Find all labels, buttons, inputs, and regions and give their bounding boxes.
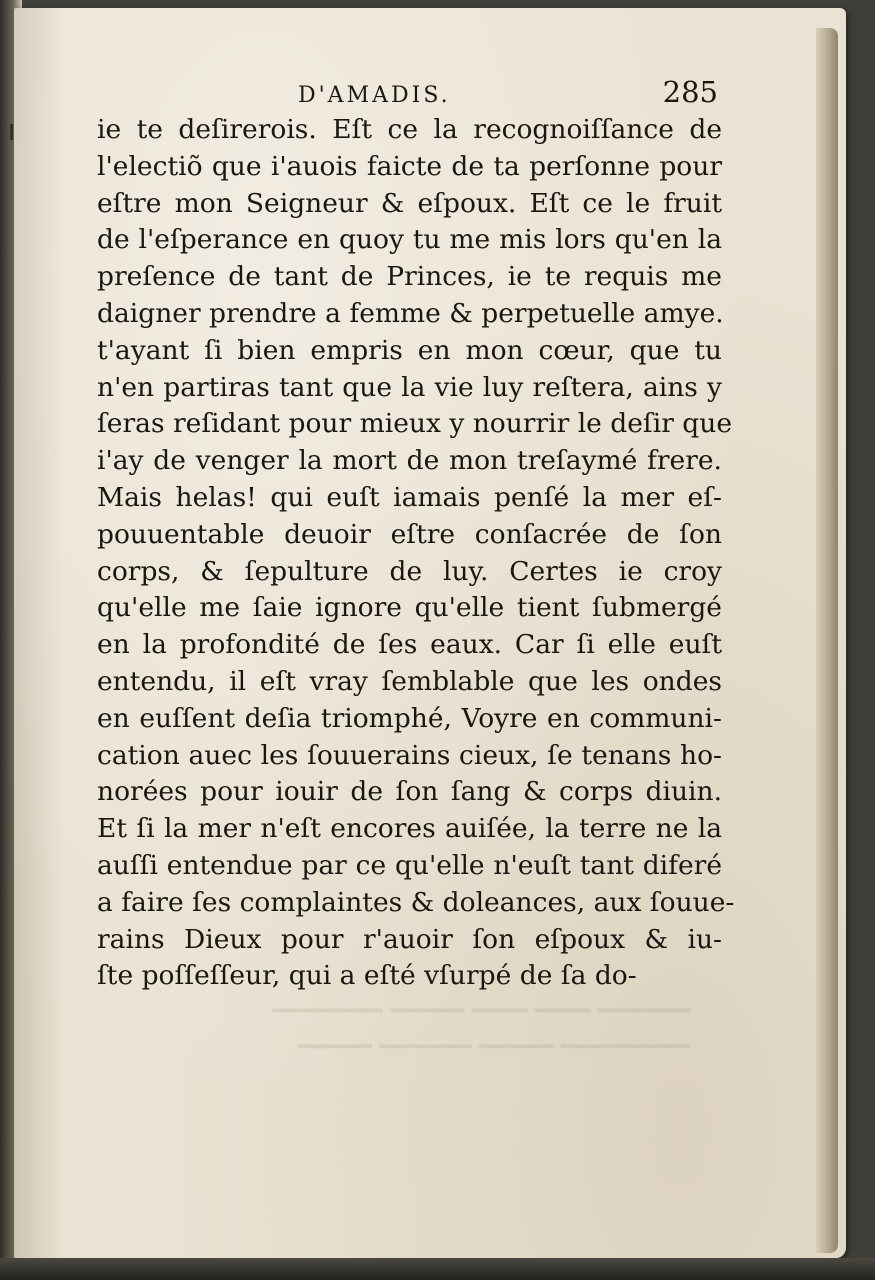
scanner-bottom-edge bbox=[0, 1258, 875, 1280]
text-line: corps, & ſepulture de luy. Certes ie croy bbox=[97, 555, 722, 587]
text-line: auſſi entendue par ce qu'elle n'euſt tant diferé bbox=[97, 849, 722, 881]
text-line: i'ay de venger la mort de mon treſaymé frere. bbox=[97, 445, 722, 477]
text-line: l'electiõ que i'auois faicte de ta perſonne pour bbox=[97, 150, 722, 182]
page-number: 285 bbox=[662, 75, 718, 109]
text-line: rains Dieux pour r'auoir ſon eſpoux & iu- bbox=[97, 923, 722, 955]
text-line: n'en partiras tant que la vie luy reſtera, ains y bbox=[97, 371, 722, 403]
text-line: cation auec les ſouuerains cieux, ſe tenans ho- bbox=[97, 739, 722, 771]
text-line: eſtre mon Seigneur & eſpoux. Eſt ce le fruit bbox=[97, 187, 722, 219]
text-line: ſte poſſeſſeur, qui a eſté vſurpé de ſa do- bbox=[97, 960, 637, 992]
body-text bbox=[97, 112, 735, 995]
page-fore-edge bbox=[816, 28, 838, 1253]
text-line: qu'elle me ſaie ignore qu'elle tient ſubmergé bbox=[97, 592, 722, 624]
text-line: Mais helas! qui euſt iamais penſé la mer eſ- bbox=[97, 481, 722, 513]
text-line: pouuentable deuoir eſtre conſacrée de ſon bbox=[97, 518, 722, 550]
text-line: de l'eſperance en quoy tu me mis lors qu'en la bbox=[97, 224, 722, 256]
text-line: ie te deſirerois. Eſt ce la recognoiſſance de bbox=[97, 114, 722, 145]
text-line: entendu, il eſt vray ſemblable que les ondes bbox=[97, 665, 722, 697]
text-line: en la profondité de ſes eaux. Car ſi elle euſt bbox=[97, 629, 722, 661]
text-line: a faire ſes complaintes & doleances, aux ſouue- bbox=[97, 886, 735, 918]
text-line: norées pour iouir de ſon ſang & corps diuin. bbox=[97, 776, 722, 808]
text-line: Et ſi la mer n'eſt encores auiſée, la terre ne la bbox=[97, 813, 722, 845]
text-line: en euſſent deſia triomphé, Voyre en communi- bbox=[97, 702, 722, 734]
text-line: daigner prendre a femme & perpetuelle amye. bbox=[97, 297, 724, 329]
running-head: D'AMADIS. bbox=[298, 83, 451, 108]
text-line: t'ayant ſi bien empris en mon cœur, que tu bbox=[97, 334, 722, 366]
text-line: ſeras reſidant pour mieux y nourrir le deſir que bbox=[97, 408, 733, 440]
page-header bbox=[98, 75, 718, 115]
text-line: preſence de tant de Princes, ie te requis me bbox=[97, 261, 722, 293]
binding-thread-mark bbox=[10, 124, 13, 140]
